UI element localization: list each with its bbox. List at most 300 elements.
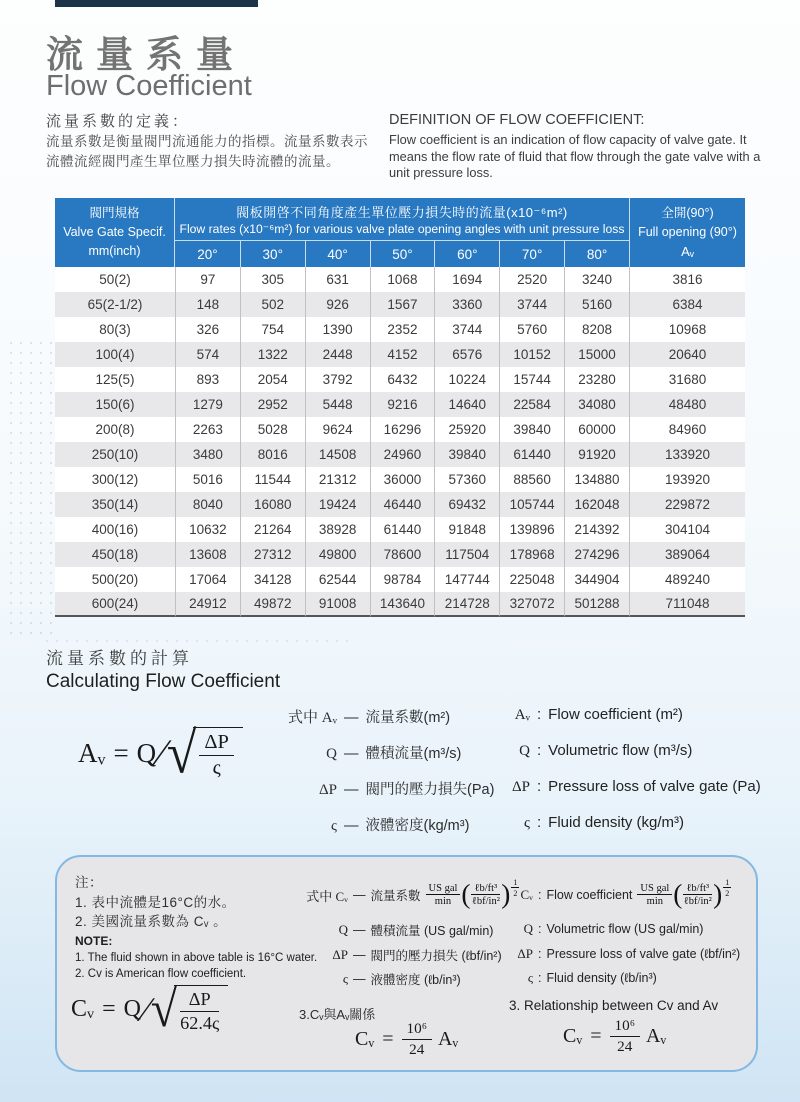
cv-def-line-zh <box>290 970 461 988</box>
value-cell: 134880 <box>564 467 629 492</box>
group-header-zh: 閥板開啓不同角度產生單位壓力損失時的流量(x10⁻⁶m²) <box>175 198 629 221</box>
value-cell: 5160 <box>564 292 629 317</box>
value-cell: 193920 <box>629 467 745 492</box>
note-item-en: 2. Cv is American flow coefficient. <box>75 968 247 980</box>
exp-numerator: 1 <box>725 878 730 887</box>
full-open-symbol: Aᵥ <box>681 243 694 259</box>
value-cell: 327072 <box>499 592 564 617</box>
table-row <box>55 392 745 417</box>
exp-denominator: 2 <box>513 889 518 898</box>
value-cell: 91920 <box>564 442 629 467</box>
value-cell: 38928 <box>305 517 370 542</box>
value-cell: 8016 <box>240 442 305 467</box>
value-cell: 13608 <box>175 542 240 567</box>
cv-def-line-en <box>505 878 731 910</box>
paren-open: ( <box>673 879 683 910</box>
av-symbol: Aᵥ <box>78 737 106 768</box>
spec-header-en: Valve Gate Specif. <box>63 225 166 240</box>
value-cell: 893 <box>175 367 240 392</box>
value-cell: 23280 <box>564 367 629 392</box>
def-separator: : <box>538 947 542 961</box>
value-cell: 1279 <box>175 392 240 417</box>
gal-per-min-fraction <box>637 883 672 907</box>
calc-heading-en: Calculating Flow Coefficient <box>46 671 281 692</box>
def-separator: — <box>353 888 366 902</box>
equals-sign: = <box>590 1025 602 1047</box>
spec-cell: 250(10) <box>55 442 175 467</box>
spec-cell: 150(6) <box>55 392 175 417</box>
value-cell: 34128 <box>240 567 305 592</box>
value-cell: 46440 <box>370 492 435 517</box>
units-inner-denominator: ℓbf/in² <box>471 896 500 907</box>
def-symbol: ΔP <box>517 946 533 961</box>
flow-table-wrapper <box>55 198 745 617</box>
cv-def-line-zh <box>290 946 502 964</box>
value-cell: 61440 <box>370 517 435 542</box>
value-cell: 17064 <box>175 567 240 592</box>
ten-pow6-over-24 <box>610 1017 640 1056</box>
value-cell: 57360 <box>434 467 499 492</box>
value-cell: 27312 <box>240 542 305 567</box>
def-symbol: ΔP <box>332 947 348 962</box>
value-cell: 105744 <box>499 492 564 517</box>
value-cell: 62544 <box>305 567 370 592</box>
relation-heading-zh: 3.Cᵥ與Aᵥ關係 <box>299 1007 376 1022</box>
cv-def-line-en <box>505 946 740 962</box>
paren-close: ) <box>501 879 511 910</box>
spec-cell: 200(8) <box>55 417 175 442</box>
angle-header-cell: 50° <box>370 241 435 267</box>
value-cell: 6432 <box>370 367 435 392</box>
def-description: 流量系數(m²) <box>365 710 451 726</box>
table-row <box>55 467 745 492</box>
angle-header-cell: 40° <box>305 241 370 267</box>
cv-symbol: Cᵥ <box>71 996 95 1022</box>
value-cell: 19424 <box>305 492 370 517</box>
spec-header-cell <box>55 198 175 267</box>
density-term: 62.4ς <box>180 1013 220 1033</box>
value-cell: 304104 <box>629 517 745 542</box>
cv-def-line-zh <box>290 921 493 939</box>
value-cell: 9624 <box>305 417 370 442</box>
units-numerator: US gal <box>637 883 672 895</box>
value-cell: 5760 <box>499 317 564 342</box>
def-symbol: Q <box>326 746 337 762</box>
units-inner-numerator: ℓb/ft³ <box>683 883 712 895</box>
fraction-numerator: 10⁶ <box>402 1020 432 1040</box>
av-symbol: Aᵥ <box>437 1028 459 1050</box>
definition-en-body: Flow coefficient is an indication of flow capacity of valve gate. It means the flow rate of fluid that flow through the gate valve with a unit pressure loss. <box>389 132 761 180</box>
angle-header-cell: 80° <box>564 241 629 267</box>
spec-cell: 300(12) <box>55 467 175 492</box>
value-cell: 1322 <box>240 342 305 367</box>
value-cell: 6576 <box>434 342 499 367</box>
value-cell: 11544 <box>240 467 305 492</box>
page-title-en: Flow Coefficient <box>46 70 252 102</box>
value-cell: 711048 <box>629 592 745 617</box>
value-cell: 91008 <box>305 592 370 617</box>
value-cell: 754 <box>240 317 305 342</box>
units-denominator: min <box>646 896 664 907</box>
table-row <box>55 367 745 392</box>
table-row <box>55 492 745 517</box>
dp-over-density-fraction <box>199 731 234 780</box>
value-cell: 48480 <box>629 392 745 417</box>
def-description: 閥門的壓力損失 (ℓbf/in²) <box>370 949 502 963</box>
def-description: Flow coefficient <box>546 888 633 902</box>
spec-header-zh: 閥門規格 <box>89 206 140 221</box>
def-separator: : <box>538 888 542 902</box>
definition-zh-heading: 流量系數的定義： <box>46 113 191 130</box>
value-cell: 2520 <box>499 267 564 292</box>
value-cell: 305 <box>240 267 305 292</box>
value-cell: 14640 <box>434 392 499 417</box>
value-cell: 14508 <box>305 442 370 467</box>
spec-cell: 100(4) <box>55 342 175 367</box>
group-header-en: Flow rates (x10⁻⁶m²) for various valve plate opening angles with unit pressure loss <box>175 221 629 241</box>
divide-slash: ∕ <box>158 731 165 775</box>
spec-cell: 500(20) <box>55 567 175 592</box>
value-cell: 3744 <box>434 317 499 342</box>
value-cell: 926 <box>305 292 370 317</box>
dots-decoration <box>6 338 52 638</box>
def-description: 體積流量(m³/s) <box>365 746 462 762</box>
value-cell: 3816 <box>629 267 745 292</box>
value-cell: 9216 <box>370 392 435 417</box>
value-cell: 178968 <box>499 542 564 567</box>
radical-glyph: √ <box>166 720 197 786</box>
value-cell: 84960 <box>629 417 745 442</box>
def-symbol: ς <box>331 818 337 834</box>
def-description: Volumetric flow (m³/s) <box>548 742 693 759</box>
def-line-zh <box>262 814 469 835</box>
table-row <box>55 567 745 592</box>
value-cell: 21264 <box>240 517 305 542</box>
spec-cell: 125(5) <box>55 367 175 392</box>
sqrt-radical <box>150 980 228 1038</box>
value-cell: 133920 <box>629 442 745 467</box>
def-line-en <box>496 706 683 724</box>
def-symbol: Q <box>338 922 348 937</box>
value-cell: 631 <box>305 267 370 292</box>
table-row <box>55 292 745 317</box>
relation-heading-en: 3. Relationship between Cv and Av <box>509 998 719 1013</box>
value-cell: 10224 <box>434 367 499 392</box>
half-exponent <box>723 878 731 898</box>
value-cell: 214728 <box>434 592 499 617</box>
cv-def-line-en <box>505 921 703 937</box>
value-cell: 69432 <box>434 492 499 517</box>
table-row <box>55 342 745 367</box>
spec-header-unit: mm(inch) <box>88 243 141 258</box>
definition-en-heading: DEFINITION OF FLOW COEFFICIENT: <box>389 112 645 128</box>
value-cell: 24960 <box>370 442 435 467</box>
def-description: Pressure loss of valve gate (Pa) <box>548 778 761 795</box>
def-description: 液體密度(kg/m³) <box>365 818 470 834</box>
def-separator: — <box>353 948 366 962</box>
gal-per-min-fraction <box>426 883 461 907</box>
calc-heading-zh: 流量系數的計算 <box>46 649 193 668</box>
angle-header-cell: 20° <box>175 241 240 267</box>
spec-cell: 80(3) <box>55 317 175 342</box>
value-cell: 4152 <box>370 342 435 367</box>
value-cell: 1694 <box>434 267 499 292</box>
cv-units-expression <box>637 878 731 910</box>
value-cell: 34080 <box>564 392 629 417</box>
units-numerator: US gal <box>426 883 461 895</box>
equals-sign: = <box>382 1028 394 1050</box>
def-separator: : <box>537 814 542 831</box>
value-cell: 10632 <box>175 517 240 542</box>
table-row <box>55 517 745 542</box>
relation-formula-zh <box>355 1020 458 1059</box>
paren-close: ) <box>713 879 723 910</box>
value-cell: 326 <box>175 317 240 342</box>
sqrt-radical <box>166 720 243 786</box>
def-line-en <box>496 778 761 796</box>
value-cell: 97 <box>175 267 240 292</box>
def-line-en <box>496 742 692 760</box>
def-line-zh <box>262 706 450 727</box>
def-symbol: 式中 Aᵥ <box>288 710 337 726</box>
def-separator: : <box>538 971 542 985</box>
value-cell: 2448 <box>305 342 370 367</box>
value-cell: 16080 <box>240 492 305 517</box>
value-cell: 36000 <box>370 467 435 492</box>
spec-cell: 600(24) <box>55 592 175 617</box>
value-cell: 148 <box>175 292 240 317</box>
value-cell: 225048 <box>499 567 564 592</box>
value-cell: 49800 <box>305 542 370 567</box>
density-pressure-fraction <box>471 883 500 907</box>
value-cell: 49872 <box>240 592 305 617</box>
units-inner-denominator: ℓbf/in² <box>683 896 712 907</box>
exp-denominator: 2 <box>725 889 730 898</box>
def-description: 液體密度 (ℓb/in³) <box>370 973 461 987</box>
value-cell: 2054 <box>240 367 305 392</box>
spec-cell: 400(16) <box>55 517 175 542</box>
note-item-zh: 1. 表中流體是16°C的水。 <box>75 895 236 910</box>
value-cell: 5016 <box>175 467 240 492</box>
paren-open: ( <box>461 879 471 910</box>
value-cell: 25920 <box>434 417 499 442</box>
value-cell: 2263 <box>175 417 240 442</box>
def-description: 體積流量 (US gal/min) <box>370 924 494 938</box>
def-symbol: ΔP <box>512 779 530 795</box>
table-row <box>55 267 745 292</box>
value-cell: 98784 <box>370 567 435 592</box>
def-description: Volumetric flow (US gal/min) <box>546 922 704 936</box>
value-cell: 574 <box>175 342 240 367</box>
value-cell: 139896 <box>499 517 564 542</box>
note-item-en: 1. The fluid shown in above table is 16°C water. <box>75 952 318 964</box>
value-cell: 20640 <box>629 342 745 367</box>
value-cell: 214392 <box>564 517 629 542</box>
def-symbol: Aᵥ <box>514 707 530 723</box>
angle-header-cell: 70° <box>499 241 564 267</box>
note-heading-zh: 注： <box>75 875 103 890</box>
def-description: Flow coefficient (m²) <box>548 706 683 723</box>
value-cell: 21312 <box>305 467 370 492</box>
def-symbol: 式中 Cᵥ <box>306 888 348 904</box>
def-separator: — <box>344 710 359 726</box>
value-cell: 10152 <box>499 342 564 367</box>
cv-formula <box>71 980 228 1038</box>
value-cell: 88560 <box>499 467 564 492</box>
value-cell: 2352 <box>370 317 435 342</box>
value-cell: 24912 <box>175 592 240 617</box>
spec-cell: 50(2) <box>55 267 175 292</box>
def-symbol: Q <box>523 921 533 936</box>
equals-sign: = <box>113 737 129 768</box>
value-cell: 5028 <box>240 417 305 442</box>
flow-table-body <box>55 267 745 617</box>
value-cell: 501288 <box>564 592 629 617</box>
def-description: Fluid density (ℓb/in³) <box>546 971 657 985</box>
relation-formula-en <box>563 1017 666 1056</box>
def-separator: : <box>537 778 542 795</box>
table-row <box>55 592 745 617</box>
value-cell: 60000 <box>564 417 629 442</box>
cv-def-line-en <box>505 970 657 986</box>
angle-header-cell: 30° <box>240 241 305 267</box>
note-box <box>55 855 758 1072</box>
value-cell: 143640 <box>370 592 435 617</box>
value-cell: 502 <box>240 292 305 317</box>
def-line-en <box>496 814 684 832</box>
value-cell: 1390 <box>305 317 370 342</box>
full-open-en: Full opening (90°) <box>638 224 737 239</box>
density-pressure-fraction <box>683 883 712 907</box>
delta-p-symbol: ΔP <box>199 731 234 756</box>
value-cell: 39840 <box>499 417 564 442</box>
cv-def-line-zh <box>290 878 519 910</box>
def-separator: : <box>538 922 542 936</box>
equals-sign: = <box>102 996 116 1022</box>
angle-header-cell: 60° <box>434 241 499 267</box>
fraction-denominator: 24 <box>409 1041 425 1058</box>
note-heading-en: NOTE: <box>75 934 113 948</box>
value-cell: 22584 <box>499 392 564 417</box>
value-cell: 2952 <box>240 392 305 417</box>
def-separator: — <box>344 746 359 762</box>
delta-p-symbol: ΔP <box>180 989 219 1012</box>
def-symbol: ς <box>524 815 530 831</box>
def-separator: — <box>353 972 366 986</box>
ten-pow6-over-24 <box>402 1020 432 1059</box>
value-cell: 10968 <box>629 317 745 342</box>
def-description: Fluid density (kg/m³) <box>548 814 685 831</box>
value-cell: 39840 <box>434 442 499 467</box>
value-cell: 117504 <box>434 542 499 567</box>
value-cell: 389064 <box>629 542 745 567</box>
value-cell: 489240 <box>629 567 745 592</box>
table-row <box>55 317 745 342</box>
value-cell: 8208 <box>564 317 629 342</box>
page-title-zh: 流量系量 <box>46 34 246 75</box>
table-row <box>55 542 745 567</box>
def-separator: — <box>353 923 366 937</box>
flow-table <box>55 198 745 617</box>
def-line-zh <box>262 742 461 763</box>
value-cell: 91848 <box>434 517 499 542</box>
value-cell: 229872 <box>629 492 745 517</box>
exp-numerator: 1 <box>513 878 518 887</box>
value-cell: 162048 <box>564 492 629 517</box>
divide-slash: ∕ <box>142 989 149 1029</box>
value-cell: 61440 <box>499 442 564 467</box>
value-cell: 147744 <box>434 567 499 592</box>
def-symbol: ς <box>527 970 533 985</box>
note-item-zh: 2. 美國流量系數為 Cᵥ 。 <box>75 914 228 929</box>
def-description: Pressure loss of valve gate (ℓbf/in²) <box>546 947 741 961</box>
value-cell: 3480 <box>175 442 240 467</box>
def-description: 流量系數 <box>370 889 421 903</box>
value-cell: 1567 <box>370 292 435 317</box>
full-open-header-cell <box>629 198 745 267</box>
def-line-zh <box>262 778 494 799</box>
value-cell: 3360 <box>434 292 499 317</box>
dp-over-density-fraction <box>180 989 219 1034</box>
value-cell: 8040 <box>175 492 240 517</box>
av-formula <box>78 720 243 786</box>
value-cell: 78600 <box>370 542 435 567</box>
value-cell: 15744 <box>499 367 564 392</box>
table-row <box>55 442 745 467</box>
spec-cell: 450(18) <box>55 542 175 567</box>
def-separator: : <box>537 742 542 759</box>
value-cell: 3744 <box>499 292 564 317</box>
table-row <box>55 417 745 442</box>
value-cell: 5448 <box>305 392 370 417</box>
value-cell: 31680 <box>629 367 745 392</box>
cv-symbol: Cᵥ <box>355 1028 375 1050</box>
def-separator: — <box>344 782 359 798</box>
q-symbol: Q <box>136 737 157 768</box>
def-symbol: Cᵥ <box>520 887 533 902</box>
radicand <box>193 727 243 780</box>
value-cell: 344904 <box>564 567 629 592</box>
radicand <box>174 985 228 1034</box>
av-symbol: Aᵥ <box>645 1025 667 1047</box>
value-cell: 16296 <box>370 417 435 442</box>
value-cell: 3792 <box>305 367 370 392</box>
value-cell: 15000 <box>564 342 629 367</box>
value-cell: 1068 <box>370 267 435 292</box>
radical-glyph: √ <box>150 980 178 1038</box>
definition-zh-body: 流量系數是衡量閥門流通能力的指標。流量系數表示流體流經閥門產生單位壓力損失時流體的流量。 <box>46 134 368 169</box>
value-cell: 274296 <box>564 542 629 567</box>
def-description: 閥門的壓力損失(Pa) <box>365 782 495 798</box>
spec-cell: 350(14) <box>55 492 175 517</box>
fraction-numerator: 10⁶ <box>610 1017 640 1037</box>
def-separator: — <box>344 818 359 834</box>
def-separator: : <box>537 706 542 723</box>
spec-cell: 65(2-1/2) <box>55 292 175 317</box>
top-accent-bar <box>55 0 258 7</box>
def-symbol: ς <box>342 971 348 986</box>
value-cell: 6384 <box>629 292 745 317</box>
density-symbol: ς <box>212 756 221 779</box>
units-inner-numerator: ℓb/ft³ <box>471 883 500 895</box>
def-symbol: ΔP <box>319 782 337 798</box>
value-cell: 3240 <box>564 267 629 292</box>
cv-symbol: Cᵥ <box>563 1025 583 1047</box>
fraction-denominator: 24 <box>617 1038 633 1055</box>
full-open-zh: 全開(90°) <box>661 206 714 220</box>
units-denominator: min <box>434 896 452 907</box>
q-symbol: Q <box>123 996 141 1022</box>
